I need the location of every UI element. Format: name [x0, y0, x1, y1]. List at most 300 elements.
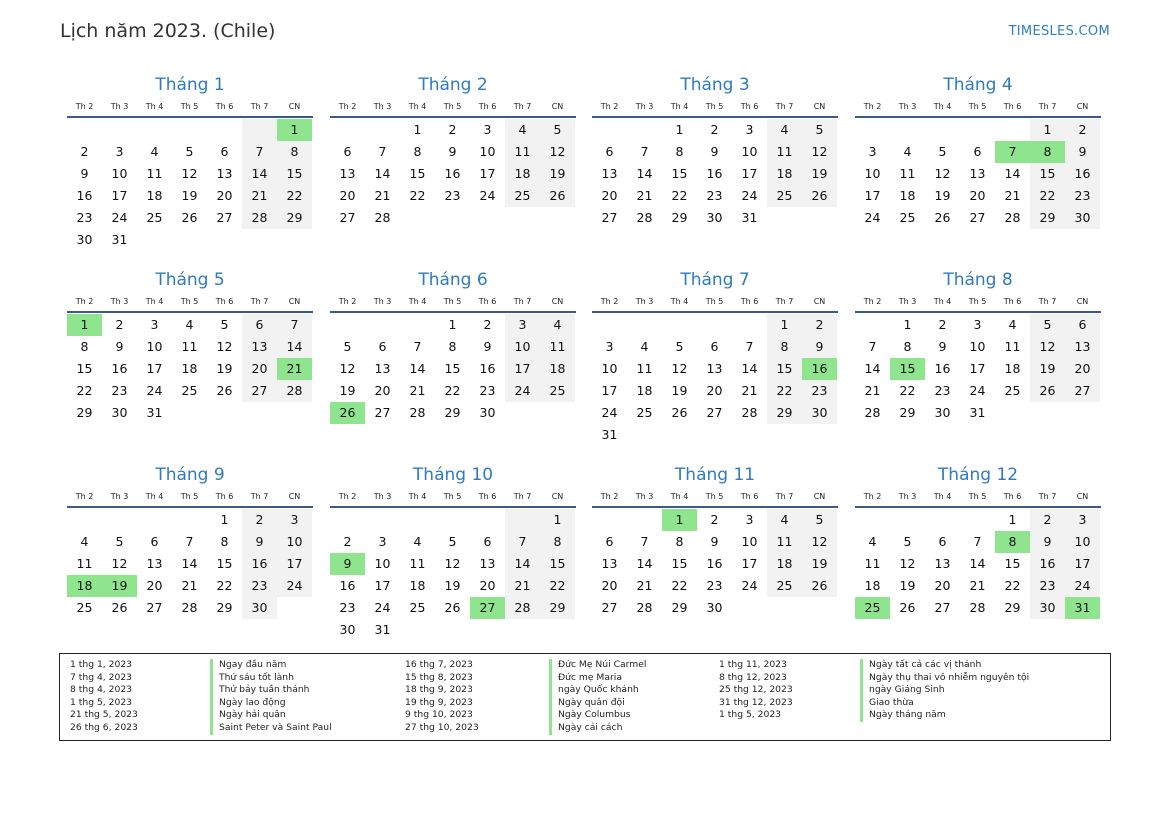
month-title: Tháng 1: [155, 75, 225, 95]
day-cell: 23: [242, 575, 277, 597]
day-cell: 16: [706, 166, 723, 181]
day-cell: 2: [802, 314, 837, 336]
day-cell: 18: [1004, 361, 1021, 376]
legend-dates-col-3: [719, 659, 793, 722]
day-cell: 4: [767, 509, 802, 531]
day-cell: 2: [448, 122, 457, 137]
day-cell: 4: [80, 534, 89, 549]
holiday-day-cell: 18: [67, 575, 102, 597]
weekday-label: Th 5: [968, 492, 987, 501]
day-cell: 23: [1030, 575, 1065, 597]
day-cell: 4: [413, 534, 422, 549]
weekday-label: Th 3: [373, 297, 392, 306]
day-cell: 24: [374, 600, 391, 615]
day-cell: 12: [111, 556, 128, 571]
day-cell: 25: [505, 185, 540, 207]
month-calendar: [855, 267, 1101, 424]
day-cell: 26: [802, 185, 837, 207]
day-cell: 26: [934, 210, 951, 225]
weekday-label: CN: [288, 102, 301, 111]
weekday-label: Th 7: [1038, 492, 1057, 501]
day-grid: [855, 118, 1100, 229]
month-calendar: [67, 462, 313, 619]
day-cell: 16: [479, 361, 496, 376]
day-cell: 28: [505, 597, 540, 619]
weekday-label: Th 7: [775, 492, 794, 501]
day-cell: 19: [802, 163, 837, 185]
day-cell: 28: [1004, 210, 1021, 225]
holiday-day-cell: 7: [995, 141, 1030, 163]
empty-day-cell: [400, 314, 435, 336]
weekday-label: Th 5: [705, 492, 724, 501]
legend-date: 15 thg 8, 2023: [405, 671, 473, 683]
day-cell: 26: [540, 185, 575, 207]
day-cell: 24: [146, 383, 163, 398]
day-cell: 15: [409, 166, 426, 181]
day-cell: 25: [76, 600, 93, 615]
holiday-day-cell: 27: [470, 597, 505, 619]
day-cell: 10: [146, 339, 163, 354]
weekday-label: Th 2: [600, 492, 619, 501]
day-cell: 20: [1065, 358, 1100, 380]
day-cell: 20: [146, 578, 163, 593]
weekday-label: CN: [1076, 492, 1089, 501]
legend-date: 9 thg 10, 2023: [405, 709, 473, 721]
legend-date: 1 thg 11, 2023: [719, 659, 787, 670]
day-cell: 12: [934, 166, 951, 181]
legend-holiday-name: Ngay đầu năm: [210, 659, 332, 672]
day-cell: 29: [1004, 600, 1021, 615]
day-cell: 28: [409, 405, 426, 420]
day-cell: 15: [1004, 556, 1021, 571]
day-cell: 21: [374, 188, 391, 203]
empty-day-cell: [732, 314, 767, 336]
day-cell: 8: [675, 144, 684, 159]
day-cell: 24: [111, 210, 128, 225]
month-title: Tháng 4: [943, 75, 1013, 95]
holiday-day-cell: 1: [277, 119, 312, 141]
weekday-label: Th 4: [933, 102, 952, 111]
legend-holiday-name: Ngày hải quân: [210, 709, 332, 722]
day-cell: 6: [710, 339, 719, 354]
weekday-label: Th 7: [513, 102, 532, 111]
day-cell: 17: [969, 361, 986, 376]
day-cell: 15: [767, 358, 802, 380]
empty-day-cell: [470, 509, 505, 531]
day-cell: 26: [181, 210, 198, 225]
month-calendar: [592, 462, 838, 619]
weekday-label: Th 2: [863, 492, 882, 501]
weekday-label: Th 7: [775, 297, 794, 306]
day-cell: 8: [540, 531, 575, 553]
weekday-label: Th 3: [635, 102, 654, 111]
legend-holiday-name: Ngày cải cách: [549, 722, 646, 735]
weekday-label: CN: [813, 102, 826, 111]
day-cell: 9: [802, 336, 837, 358]
month-calendar: [67, 267, 313, 424]
day-cell: 10: [969, 339, 986, 354]
empty-day-cell: [592, 119, 627, 141]
day-cell: 30: [934, 405, 951, 420]
day-cell: 13: [969, 166, 986, 181]
day-cell: 4: [1008, 317, 1017, 332]
empty-day-cell: [995, 119, 1030, 141]
day-cell: 13: [374, 361, 391, 376]
day-cell: 22: [540, 575, 575, 597]
day-cell: 7: [185, 534, 194, 549]
day-cell: 27: [146, 600, 163, 615]
legend-date: 27 thg 10, 2023: [405, 721, 479, 733]
weekday-label: Th 4: [670, 492, 689, 501]
day-cell: 12: [802, 531, 837, 553]
day-cell: 6: [150, 534, 159, 549]
day-grid: [67, 313, 312, 424]
day-cell: 27: [216, 210, 233, 225]
weekday-label: CN: [813, 297, 826, 306]
weekday-label: Th 6: [740, 297, 759, 306]
month-title: Tháng 12: [937, 465, 1019, 485]
weekday-header: [67, 293, 313, 313]
weekday-label: Th 2: [338, 102, 357, 111]
day-cell: 27: [934, 600, 951, 615]
day-cell: 19: [802, 553, 837, 575]
month-title: Tháng 11: [674, 465, 756, 485]
day-cell: 9: [1030, 531, 1065, 553]
month-calendar: [592, 72, 838, 229]
day-cell: 7: [277, 314, 312, 336]
legend-names-col-1: [210, 659, 332, 735]
day-cell: 24: [741, 578, 758, 593]
day-cell: 6: [378, 339, 387, 354]
day-cell: 9: [483, 339, 492, 354]
weekday-header: [855, 488, 1101, 508]
day-cell: 8: [220, 534, 229, 549]
day-cell: 12: [1030, 336, 1065, 358]
day-cell: 13: [934, 556, 951, 571]
empty-day-cell: [925, 509, 960, 531]
day-cell: 26: [899, 600, 916, 615]
day-cell: 12: [216, 339, 233, 354]
legend-holiday-name: ngày Giáng Sinh: [860, 684, 1029, 697]
weekday-label: Th 5: [968, 102, 987, 111]
day-cell: 1: [675, 122, 684, 137]
day-cell: 8: [675, 534, 684, 549]
day-cell: 4: [150, 144, 159, 159]
day-cell: 18: [181, 361, 198, 376]
day-cell: 31: [374, 622, 391, 637]
day-cell: 27: [242, 380, 277, 402]
weekday-label: Th 6: [215, 297, 234, 306]
legend-holiday-name: Giao thừa: [860, 697, 1029, 710]
day-cell: 7: [242, 141, 277, 163]
day-cell: 29: [1030, 207, 1065, 229]
month-calendar: [855, 462, 1101, 619]
weekday-label: Th 4: [670, 297, 689, 306]
day-cell: 10: [741, 534, 758, 549]
month-calendar: [67, 72, 313, 251]
day-cell: 5: [938, 144, 947, 159]
day-cell: 2: [80, 144, 89, 159]
weekday-label: Th 4: [933, 297, 952, 306]
day-cell: 16: [339, 578, 356, 593]
weekday-label: Th 3: [898, 492, 917, 501]
day-cell: 2: [710, 122, 719, 137]
legend-holiday-name: Thứ bảy tuần thánh: [210, 684, 332, 697]
day-cell: 4: [185, 317, 194, 332]
day-cell: 2: [1030, 509, 1065, 531]
holiday-day-cell: 8: [1030, 141, 1065, 163]
weekday-header: [330, 293, 576, 313]
legend-names-col-3: [860, 659, 1029, 722]
day-cell: 23: [111, 383, 128, 398]
holiday-day-cell: 1: [662, 509, 697, 531]
day-cell: 29: [671, 600, 688, 615]
legend-holiday-name: ngày Quốc khánh: [549, 684, 646, 697]
day-cell: 12: [444, 556, 461, 571]
weekday-label: Th 2: [600, 297, 619, 306]
day-cell: 16: [706, 556, 723, 571]
day-cell: 18: [409, 578, 426, 593]
day-cell: 30: [1030, 597, 1065, 619]
weekday-label: Th 2: [338, 492, 357, 501]
month-title: Tháng 9: [155, 465, 225, 485]
day-cell: 29: [540, 597, 575, 619]
day-cell: 28: [636, 600, 653, 615]
empty-day-cell: [505, 509, 540, 531]
weekday-label: Th 6: [740, 492, 759, 501]
weekday-header: [330, 98, 576, 118]
weekday-header: [592, 98, 838, 118]
empty-day-cell: [662, 314, 697, 336]
day-cell: 7: [413, 339, 422, 354]
legend-date: 8 thg 12, 2023: [719, 671, 787, 683]
legend-holiday-name: Saint Peter và Saint Paul: [210, 722, 332, 735]
weekday-label: Th 5: [443, 102, 462, 111]
day-cell: 4: [903, 144, 912, 159]
holiday-day-cell: 1: [67, 314, 102, 336]
day-cell: 21: [864, 383, 881, 398]
day-cell: 11: [181, 339, 198, 354]
day-cell: 25: [146, 210, 163, 225]
day-cell: 2: [242, 509, 277, 531]
day-cell: 17: [111, 188, 128, 203]
day-cell: 13: [601, 166, 618, 181]
day-cell: 14: [636, 556, 653, 571]
day-cell: 22: [1030, 185, 1065, 207]
empty-day-cell: [627, 314, 662, 336]
empty-day-cell: [400, 509, 435, 531]
day-cell: 14: [242, 163, 277, 185]
day-cell: 30: [76, 232, 93, 247]
day-cell: 30: [339, 622, 356, 637]
day-cell: 20: [339, 188, 356, 203]
day-cell: 21: [505, 575, 540, 597]
day-cell: 20: [601, 188, 618, 203]
day-cell: 22: [671, 188, 688, 203]
day-cell: 8: [80, 339, 89, 354]
day-cell: 30: [242, 597, 277, 619]
weekday-label: Th 4: [408, 102, 427, 111]
day-cell: 20: [479, 578, 496, 593]
day-cell: 23: [934, 383, 951, 398]
day-cell: 10: [479, 144, 496, 159]
weekday-label: Th 6: [215, 102, 234, 111]
day-cell: 5: [540, 119, 575, 141]
legend-holiday-name: Đức Mẹ Núi Carmel: [549, 659, 646, 672]
weekday-label: Th 7: [513, 297, 532, 306]
weekday-label: Th 7: [775, 102, 794, 111]
day-cell: 17: [505, 358, 540, 380]
weekday-label: Th 3: [110, 297, 129, 306]
day-cell: 7: [868, 339, 877, 354]
legend-date: 19 thg 9, 2023: [405, 696, 473, 708]
holiday-day-cell: 9: [330, 553, 365, 575]
day-cell: 5: [220, 317, 229, 332]
empty-day-cell: [365, 119, 400, 141]
day-cell: 17: [741, 556, 758, 571]
empty-day-cell: [890, 119, 925, 141]
day-cell: 10: [601, 361, 618, 376]
day-cell: 12: [802, 141, 837, 163]
day-cell: 15: [671, 556, 688, 571]
holiday-legend: [59, 653, 1111, 741]
day-cell: 12: [899, 556, 916, 571]
day-cell: 26: [111, 600, 128, 615]
empty-day-cell: [697, 314, 732, 336]
day-cell: 12: [339, 361, 356, 376]
day-cell: 3: [277, 509, 312, 531]
brand-link[interactable]: TIMESLES.COM: [1008, 24, 1110, 39]
day-cell: 18: [505, 163, 540, 185]
day-cell: 15: [444, 361, 461, 376]
holiday-day-cell: 8: [995, 531, 1030, 553]
day-cell: 23: [479, 383, 496, 398]
empty-day-cell: [890, 509, 925, 531]
day-cell: 8: [448, 339, 457, 354]
month-title: Tháng 3: [680, 75, 750, 95]
day-cell: 31: [969, 405, 986, 420]
legend-date: 7 thg 4, 2023: [70, 671, 133, 683]
day-cell: 26: [216, 383, 233, 398]
weekday-label: Th 6: [478, 297, 497, 306]
day-cell: 31: [146, 405, 163, 420]
day-cell: 1: [413, 122, 422, 137]
day-cell: 1: [220, 512, 229, 527]
day-cell: 29: [899, 405, 916, 420]
day-cell: 11: [899, 166, 916, 181]
legend-date: 1 thg 5, 2023: [719, 709, 782, 721]
day-cell: 23: [76, 210, 93, 225]
empty-day-cell: [627, 119, 662, 141]
day-cell: 20: [969, 188, 986, 203]
day-cell: 7: [640, 534, 649, 549]
day-cell: 4: [868, 534, 877, 549]
day-cell: 16: [444, 166, 461, 181]
day-cell: 6: [973, 144, 982, 159]
day-cell: 27: [969, 210, 986, 225]
month-calendar: [592, 267, 838, 446]
day-cell: 3: [378, 534, 387, 549]
day-cell: 17: [601, 383, 618, 398]
weekday-label: Th 3: [635, 297, 654, 306]
weekday-label: Th 4: [145, 102, 164, 111]
day-cell: 23: [1065, 185, 1100, 207]
empty-day-cell: [67, 119, 102, 141]
day-cell: 3: [745, 122, 754, 137]
day-cell: 17: [374, 578, 391, 593]
empty-day-cell: [207, 119, 242, 141]
weekday-label: Th 6: [478, 102, 497, 111]
day-cell: 24: [741, 188, 758, 203]
weekday-label: Th 6: [740, 102, 759, 111]
day-cell: 20: [706, 383, 723, 398]
day-cell: 5: [802, 119, 837, 141]
day-cell: 30: [1065, 207, 1100, 229]
day-cell: 27: [706, 405, 723, 420]
day-grid: [592, 118, 837, 229]
weekday-label: Th 3: [373, 102, 392, 111]
legend-holiday-name: Ngày quân đội: [549, 697, 646, 710]
day-cell: 26: [671, 405, 688, 420]
day-cell: 14: [741, 361, 758, 376]
day-cell: 27: [374, 405, 391, 420]
empty-day-cell: [855, 314, 890, 336]
day-cell: 18: [540, 358, 575, 380]
day-cell: 26: [1030, 380, 1065, 402]
weekday-label: Th 4: [933, 492, 952, 501]
empty-day-cell: [242, 119, 277, 141]
day-cell: 25: [636, 405, 653, 420]
day-cell: 5: [903, 534, 912, 549]
day-cell: 28: [242, 207, 277, 229]
day-cell: 19: [339, 383, 356, 398]
day-cell: 22: [216, 578, 233, 593]
weekday-label: Th 6: [1003, 492, 1022, 501]
day-cell: 22: [671, 578, 688, 593]
legend-holiday-name: Ngày lao động: [210, 697, 332, 710]
weekday-label: Th 4: [670, 102, 689, 111]
weekday-label: Th 3: [110, 492, 129, 501]
day-cell: 3: [483, 122, 492, 137]
day-cell: 27: [601, 600, 618, 615]
day-cell: 31: [741, 210, 758, 225]
weekday-label: Th 6: [478, 492, 497, 501]
day-cell: 26: [444, 600, 461, 615]
weekday-label: CN: [551, 102, 564, 111]
day-cell: 6: [605, 144, 614, 159]
day-cell: 7: [505, 531, 540, 553]
day-cell: 22: [899, 383, 916, 398]
empty-day-cell: [960, 119, 995, 141]
legend-date: 18 thg 9, 2023: [405, 684, 473, 696]
weekday-label: CN: [1076, 297, 1089, 306]
day-cell: 5: [675, 339, 684, 354]
day-cell: 17: [277, 553, 312, 575]
day-cell: 11: [505, 141, 540, 163]
day-cell: 19: [540, 163, 575, 185]
legend-dates-col-1: [70, 659, 138, 735]
day-cell: 11: [146, 166, 163, 181]
day-grid: [330, 508, 575, 641]
day-cell: 15: [216, 556, 233, 571]
holiday-day-cell: 25: [855, 597, 890, 619]
day-cell: 13: [706, 361, 723, 376]
legend-date: 21 thg 5, 2023: [70, 709, 138, 721]
day-cell: 15: [76, 361, 93, 376]
legend-date: 8 thg 4, 2023: [70, 684, 133, 696]
weekday-label: Th 5: [443, 492, 462, 501]
day-cell: 3: [605, 339, 614, 354]
